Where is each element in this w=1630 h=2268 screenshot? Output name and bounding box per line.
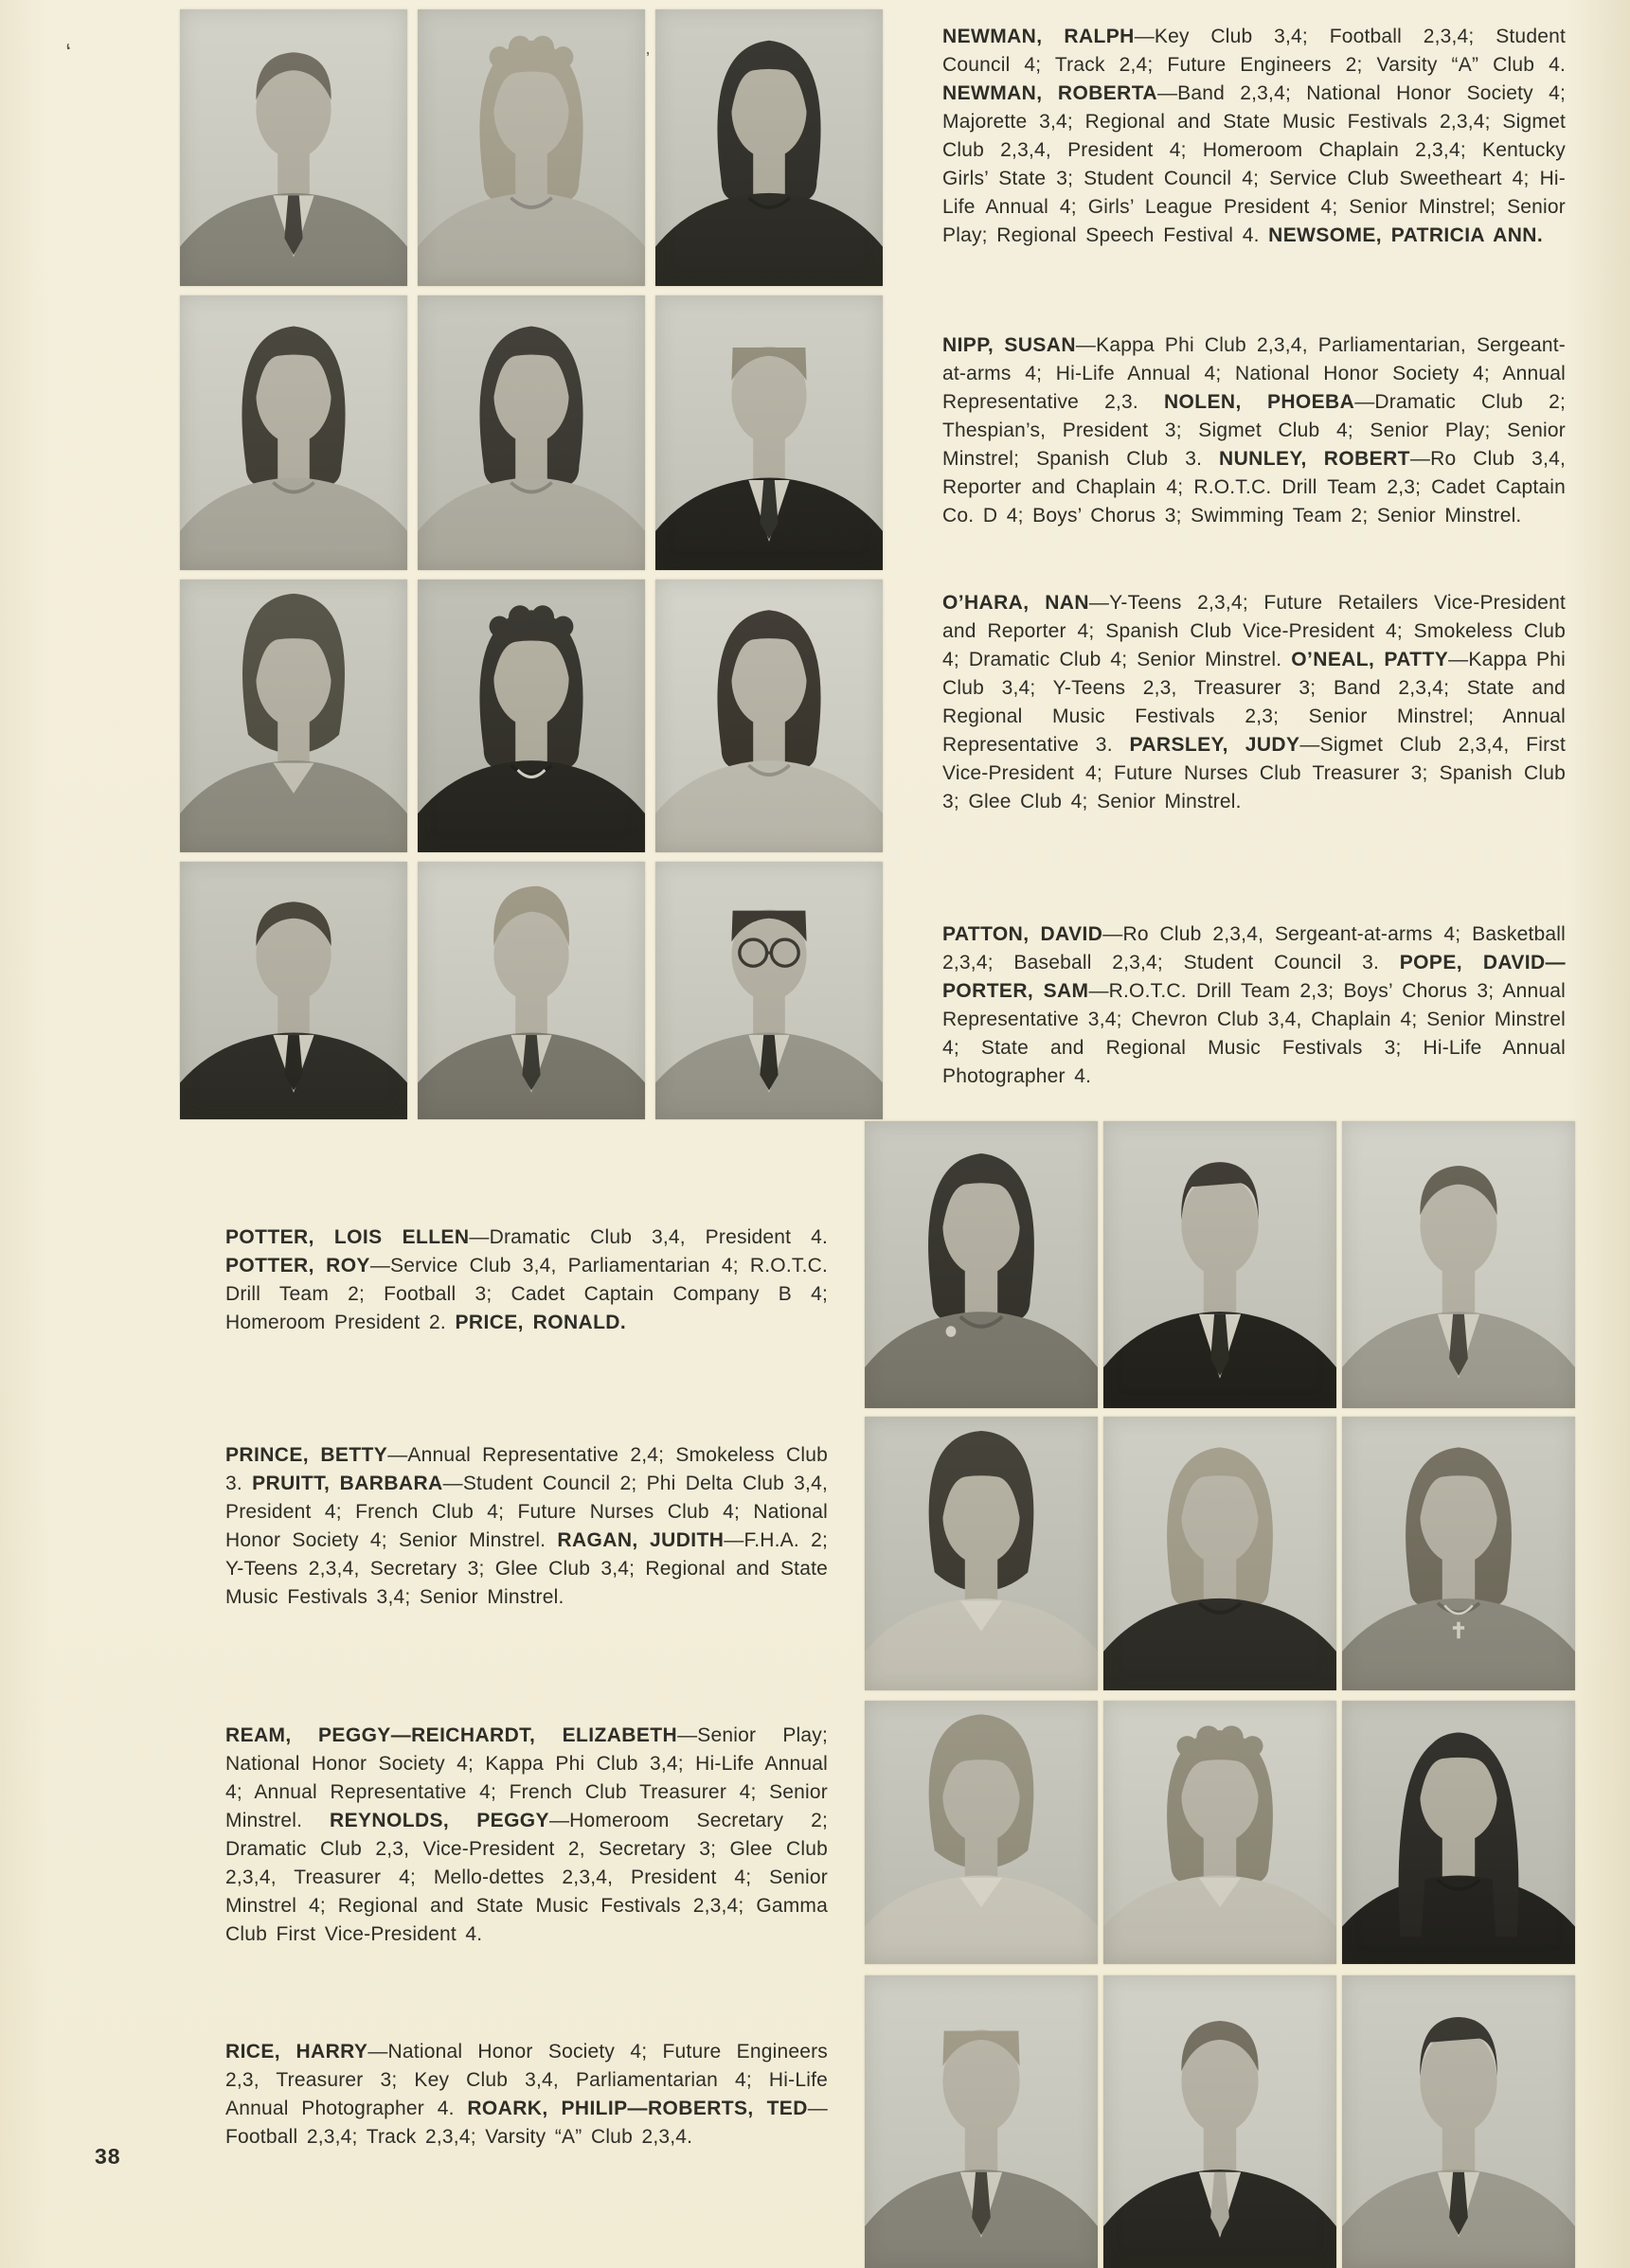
activities-text: —Student Council 2; Phi Delta Club 3,4, President 4; French Club 4; Future Nurses Club 4; National Honor Society 4; Senior Minstrel. [225, 1473, 828, 1551]
portrait-photo [1342, 1975, 1575, 2268]
portrait-photo [865, 1417, 1098, 1690]
activities-text: —Key Club 3,4; Football 2,3,4; Student Council 4; Track 2,4; Future Engineers 2; Varsity “A” Club 4. [942, 26, 1566, 76]
portrait-photo [1103, 1121, 1336, 1408]
student-name: PRICE, RONALD. [455, 1312, 627, 1333]
activities-text: —Ro Club 2,3,4, Sergeant-at-arms 4; Basketball 2,3,4; Baseball 2,3,4; Student Council 3. [942, 923, 1566, 973]
entry-text-block-prince [225, 1441, 828, 1612]
activities-text: —R.O.T.C. Drill Team 2,3; Boys’ Chorus 3; Annual Representative 3,4; Chevron Club 3,4, Chaplain 4; Senior Minstrel 4; State and Regional Music Festivals 3; Hi-Life Annual Photographer 4. [942, 980, 1566, 1087]
activities-text: —Service Club 3,4, Parliamentarian 4; R.O.T.C. Drill Team 2; Football 3; Cadet Captain Company B 4; Homeroom President 2. [225, 1255, 829, 1333]
student-name: RAGAN, JUDITH [557, 1529, 725, 1551]
activities-text: —Y-Teens 2,3,4; Future Retailers Vice-President and Reporter 4; Spanish Club Vice-President 4; Smokeless Club 4; Dramatic Club 4; Senior Minstrel. [942, 592, 1566, 670]
student-name: NEWSOME, PATRICIA ANN. [1268, 224, 1544, 246]
activities-text: —F.H.A. 2; Y-Teens 2,3,4, Secretary 3; Glee Club 3,4; Regional and State Music Festivals 3,4; Senior Minstrel. [225, 1529, 828, 1608]
student-name: NOLEN, PHOEBA [1163, 391, 1355, 413]
portrait-photo [865, 1701, 1098, 1964]
activities-text: —Football 2,3,4; Track 2,3,4; Varsity “A” Club 2,3,4. [225, 2098, 828, 2148]
activities-text: —Senior Play; National Honor Society 4; Kappa Phi Club 3,4; Hi-Life Annual 4; Annual Representative 4; French Club Treasurer 4; Senior Minstrel. [225, 1724, 829, 1831]
activities-text: —Kappa Phi Club 2,3,4, Parliamentarian, Sergeant-at-arms 4; Hi-Life Annual 4; National Honor Society 4; Annual Representative 2,3. [942, 334, 1566, 413]
portrait-photo [1342, 1121, 1575, 1408]
student-name: PRINCE, BETTY [225, 1444, 388, 1466]
entry-text-block-rice [225, 2038, 828, 2152]
portrait-photo [1103, 1701, 1336, 1964]
student-name: RICE, HARRY [225, 2041, 368, 2063]
student-name: NEWMAN, ROBERTA [942, 82, 1157, 104]
student-name: PATTON, DAVID [942, 923, 1103, 945]
student-name: POPE, DAVID—PORTER, SAM [942, 952, 1566, 1002]
student-name: ROARK, PHILIP—ROBERTS, TED [467, 2098, 808, 2119]
activities-text: —National Honor Society 4; Future Engineers 2,3, Treasurer 3; Key Club 3,4, Parliamentarian 4; Hi-Life Annual Photographer 4. [225, 2041, 828, 2119]
student-name: NUNLEY, ROBERT [1219, 448, 1410, 470]
activities-text: —Sigmet Club 2,3,4, First Vice-President 4; Future Nurses Club Treasurer 3; Spanish Club 3; Glee Club 4; Senior Minstrel. [942, 734, 1566, 813]
entry-text-block-nipp [942, 331, 1566, 530]
print-speck: ‘ [63, 37, 74, 67]
entry-text-block-ohara [942, 589, 1566, 816]
student-name: O’HARA, NAN [942, 592, 1089, 614]
page-number: 38 [95, 2144, 121, 2169]
entry-text-block-ream [225, 1722, 828, 1949]
student-name: POTTER, ROY [225, 1255, 370, 1277]
print-speck: ’ [646, 49, 650, 68]
portrait-photo [1342, 1701, 1575, 1964]
entry-text-block-patton [942, 920, 1566, 1091]
entry-text-block-potter [225, 1223, 828, 1337]
portrait-photo [865, 1121, 1098, 1408]
activities-text: —Ro Club 3,4, Reporter and Chaplain 4; R.O.T.C. Drill Team 2,3; Cadet Captain Co. D 4; Boys’ Chorus 3; Swimming Team 2; Senior Minstrel. [942, 448, 1566, 527]
portrait-photo [1342, 1417, 1575, 1690]
student-name: PARSLEY, JUDY [1129, 734, 1300, 756]
portrait-photo [1103, 1417, 1336, 1690]
student-name: NEWMAN, RALPH [942, 26, 1135, 47]
student-name: PRUITT, BARBARA [252, 1473, 443, 1494]
student-name: O’NEAL, PATTY [1291, 649, 1449, 670]
activities-text: —Annual Representative 2,4; Smokeless Club 3. [225, 1444, 828, 1494]
portrait-photo [1103, 1975, 1336, 2268]
student-name: REYNOLDS, PEGGY [330, 1810, 549, 1831]
portrait-photo [865, 1975, 1098, 2268]
student-name: POTTER, LOIS ELLEN [225, 1226, 470, 1248]
activities-text: —Band 2,3,4; National Honor Society 4; Majorette 3,4; Regional and State Music Festivals 2,3,4; Sigmet Club 2,3,4, President 4; Homeroom Chaplain 2,3,4; Kentucky Girls’ State 3; Student Council 4; Service Club Sweetheart 4; Hi-Life Annual 4; Girls’ League President 4; Senior Minstrel; Senior Play; Regional Speech Festival 4. [942, 82, 1566, 246]
activities-text: —Dramatic Club 3,4, President 4. [469, 1226, 828, 1248]
activities-text: —Dramatic Club 2; Thespian’s, President 3; Sigmet Club 4; Senior Play; Senior Minstrel; Spanish Club 3. [942, 391, 1566, 470]
activities-text: —Homeroom Secretary 2; Dramatic Club 2,3, Vice-President 2, Secretary 3; Glee Club 2,3,4, Treasurer 4; Mello-dettes 2,3,4, President 4; Senior Minstrel 4; Regional and State Music Festivals 2,3,4; Gamma Club First Vice-President 4. [225, 1810, 828, 1945]
student-name: REAM, PEGGY—REICHARDT, ELIZABETH [225, 1724, 678, 1746]
activities-text: —Kappa Phi Club 3,4; Y-Teens 2,3, Treasurer 3; Band 2,3,4; State and Regional Music Festivals 2,3; Senior Minstrel; Annual Representative 3. [942, 649, 1566, 756]
entry-text-block-newman [942, 23, 1566, 250]
student-name: NIPP, SUSAN [942, 334, 1076, 356]
